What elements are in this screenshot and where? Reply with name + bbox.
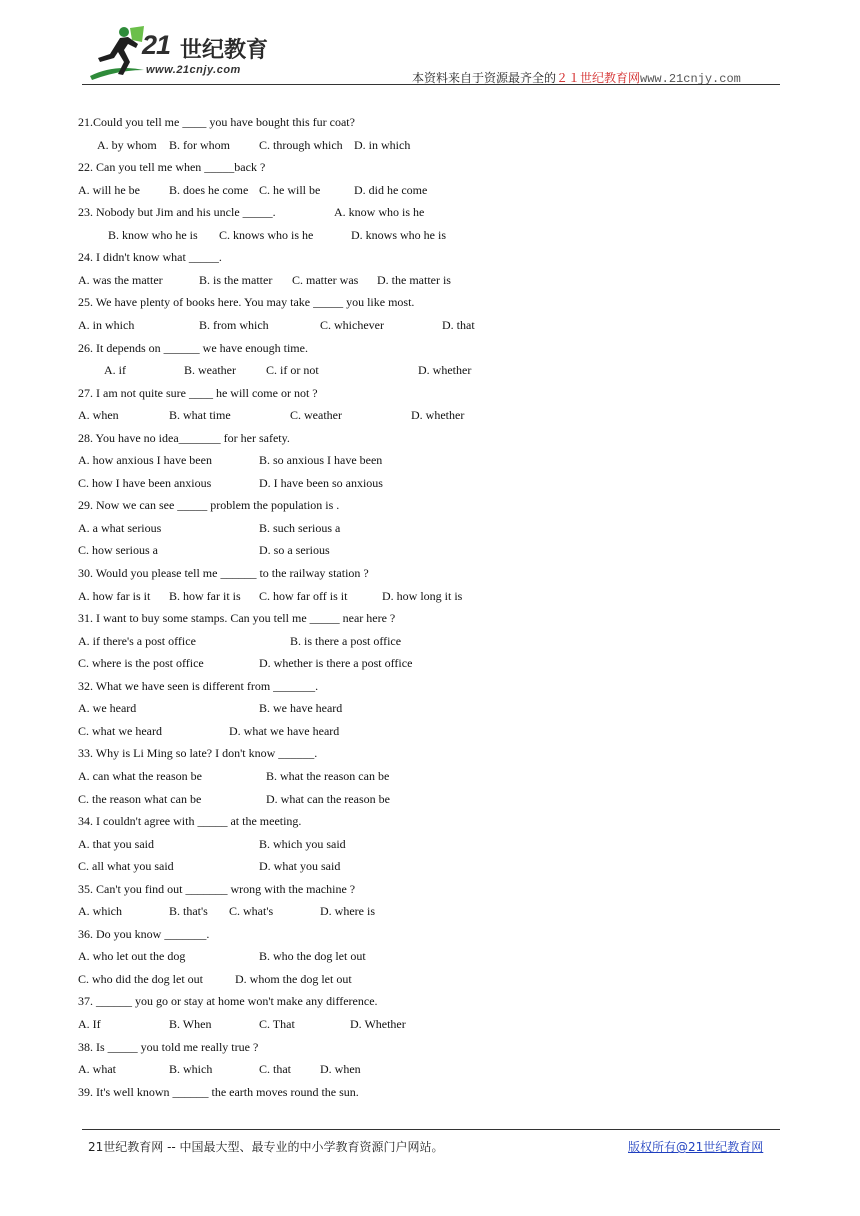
question-option: C. he will be <box>259 182 321 197</box>
question-option: A. was the matter <box>78 272 163 287</box>
header-divider <box>82 84 780 85</box>
question-option: B. When <box>169 1017 212 1031</box>
question-option: B. know who he is <box>108 227 198 242</box>
question-option: C. if or not <box>266 363 319 378</box>
question-option: C. the reason what can be <box>78 791 202 806</box>
question-option: B. what time <box>169 408 231 423</box>
question-option: B. who the dog let out <box>259 949 366 964</box>
question-option: A. which <box>78 904 122 919</box>
question-option: B. what the reason can be <box>266 768 390 783</box>
question-option: D. in which <box>354 137 411 152</box>
question-option: D. knows who he is <box>351 227 446 242</box>
footer-copyright-link[interactable]: 版权所有@21世纪教育网 <box>628 1140 764 1154</box>
question-option: A. If <box>78 1017 101 1031</box>
question-option: A. how anxious I have been <box>78 453 212 468</box>
question-stem: 36. Do you know _______. <box>78 926 210 941</box>
question-stem: 21.Could you tell me ____ you have bought this fur coat? <box>78 115 355 129</box>
question-option: A. how far is it <box>78 588 151 603</box>
question-stem: 24. I didn't know what _____. <box>78 250 222 265</box>
question-stem: 37. ______ you go or stay at home won't make any difference. <box>78 994 378 1009</box>
question-option: D. what can the reason be <box>266 791 390 806</box>
question-option: D. that <box>442 317 475 332</box>
question-option: C. how serious a <box>78 543 158 558</box>
question-option: B. which you said <box>259 836 346 851</box>
question-option: D. where is <box>320 904 375 919</box>
question-option: C. how I have been anxious <box>78 475 212 490</box>
header-note-site-name: ２１世纪教育网 <box>556 71 641 85</box>
question-option: A. what <box>78 1062 116 1077</box>
question-option: C. matter was <box>292 272 359 287</box>
question-option: D. what you said <box>259 859 341 874</box>
question-stem: 23. Nobody but Jim and his uncle _____. <box>78 205 276 220</box>
question-option: D. Whether <box>350 1017 406 1031</box>
header-note-prefix: 本资料来自于资源最齐全的 <box>412 71 557 85</box>
footer-site-description: 21世纪教育网 -- 中国最大型、最专业的中小学教育资源门户网站。 <box>88 1140 444 1154</box>
logo-url: www.21cnjy.com <box>146 64 241 76</box>
question-option: C. what we heard <box>78 723 162 738</box>
question-option: D. the matter is <box>377 272 451 287</box>
question-option: B. weather <box>184 363 236 378</box>
question-stem: 38. Is _____ you told me really true ? <box>78 1039 259 1054</box>
question-option: C. what's <box>229 904 274 919</box>
question-stem: 25. We have plenty of books here. You may take _____ you like most. <box>78 295 415 310</box>
question-option: C. through which <box>259 137 343 152</box>
question-option: C. where is the post office <box>78 656 204 671</box>
question-option: B. for whom <box>169 137 230 152</box>
question-option: C. That <box>259 1017 295 1031</box>
question-option: B. which <box>169 1062 213 1077</box>
question-stem: 33. Why is Li Ming so late? I don't know ______. <box>78 746 318 761</box>
header-note-url[interactable]: www.21cnjy.com <box>640 72 741 86</box>
question-option: B. how far it is <box>169 588 241 603</box>
question-stem: 35. Can't you find out _______ wrong with the machine ? <box>78 881 356 896</box>
question-option: A. if there's a post office <box>78 633 196 648</box>
question-option: C. who did the dog let out <box>78 971 203 986</box>
question-option: A. by whom <box>97 137 157 152</box>
question-option: D. how long it is <box>382 588 463 603</box>
question-option: A. who let out the dog <box>78 949 186 964</box>
question-option: B. is there a post office <box>290 633 402 648</box>
question-option: D. whom the dog let out <box>235 971 352 986</box>
question-stem: 30. Would you please tell me ______ to the railway station ? <box>78 566 369 580</box>
question-stem: 32. What we have seen is different from _______. <box>78 678 319 693</box>
question-option: A. can what the reason be <box>78 768 202 783</box>
question-stem: 39. It's well known ______ the earth moves round the sun. <box>78 1084 359 1099</box>
logo-chinese-text: 世纪教育 <box>180 38 269 63</box>
question-option: A. that you said <box>78 836 154 851</box>
question-stem: 31. I want to buy some stamps. Can you tell me _____ near here ? <box>78 611 396 626</box>
question-option: C. all what you said <box>78 859 174 874</box>
question-option: D. whether <box>418 363 472 378</box>
question-option: A. when <box>78 408 119 423</box>
question-option: D. did he come <box>354 182 428 197</box>
question-option: C. weather <box>290 408 342 423</box>
footer-divider <box>82 1129 780 1130</box>
question-stem: 29. Now we can see _____ problem the population is . <box>78 498 340 513</box>
question-option: C. whichever <box>320 317 384 332</box>
question-stem: 28. You have no idea_______ for her safety. <box>78 430 290 445</box>
site-logo[interactable] <box>84 24 284 82</box>
question-option: D. when <box>320 1062 361 1077</box>
question-option: B. that's <box>169 904 208 919</box>
question-option: C. knows who is he <box>219 227 314 242</box>
question-option: A. know who is he <box>334 205 425 220</box>
question-option: C. that <box>259 1062 291 1077</box>
question-option: C. how far off is it <box>259 588 348 603</box>
question-option: B. does he come <box>169 182 249 197</box>
question-option: D. whether <box>411 408 465 423</box>
question-option: A. will he be <box>78 182 140 197</box>
question-option: A. a what serious <box>78 520 162 535</box>
question-stem: 34. I couldn't agree with _____ at the meeting. <box>78 814 302 829</box>
question-option: A. we heard <box>78 701 137 716</box>
logo-number: 21 <box>142 30 171 60</box>
question-option: B. we have heard <box>259 701 343 716</box>
question-option: D. what we have heard <box>229 723 340 738</box>
question-stem: 27. I am not quite sure ____ he will come or not ? <box>78 385 318 400</box>
question-option: A. if <box>104 363 126 378</box>
question-option: B. from which <box>199 317 269 332</box>
question-option: D. whether is there a post office <box>259 656 413 671</box>
question-stem: 22. Can you tell me when _____back ? <box>78 160 266 175</box>
question-stem: 26. It depends on ______ we have enough time. <box>78 340 308 355</box>
question-option: A. in which <box>78 317 135 332</box>
question-option: B. so anxious I have been <box>259 453 383 468</box>
question-option: D. I have been so anxious <box>259 475 383 490</box>
question-option: B. is the matter <box>199 272 273 287</box>
runner-logo-icon <box>84 24 148 82</box>
question-option: B. such serious a <box>259 520 341 535</box>
question-option: D. so a serious <box>259 543 330 558</box>
